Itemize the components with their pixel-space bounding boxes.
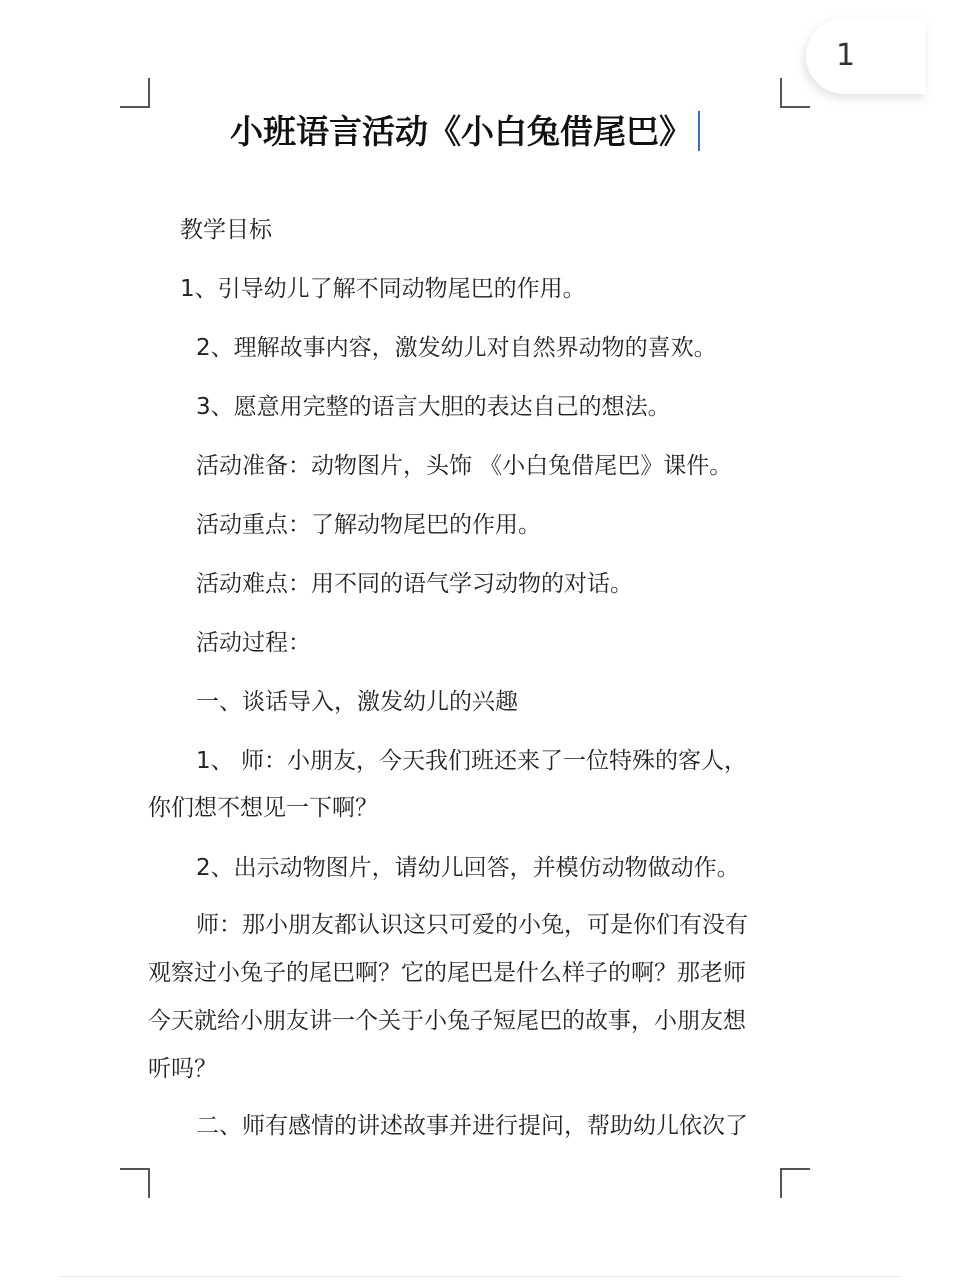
page-number-badge: 1 — [806, 18, 926, 94]
crop-mark-top-left — [120, 78, 150, 108]
activity-key-point: 活动重点：了解动物尾巴的作用。 — [196, 512, 541, 538]
objective-1: 1、引导幼儿了解不同动物尾巴的作用。 — [180, 276, 586, 302]
crop-mark-bottom-left — [120, 1168, 150, 1198]
section-1-heading: 一、谈话导入，激发幼儿的兴趣 — [196, 689, 518, 715]
process-heading: 活动过程： — [196, 630, 311, 656]
teacher-line-4: 听吗？ — [148, 1056, 217, 1082]
document-title[interactable] — [150, 104, 780, 160]
section-2-line-1: 二、师有感情的讲述故事并进行提问，帮助幼儿依次了 — [196, 1113, 748, 1139]
step-1-line-2: 你们想不想见一下啊？ — [148, 795, 378, 821]
crop-mark-bottom-right — [780, 1168, 810, 1198]
page-bottom-divider — [60, 1276, 900, 1277]
objective-2: 2、理解故事内容，激发幼儿对自然界动物的喜欢。 — [196, 335, 717, 361]
step-1-line-1: 1、 师：小朋友，今天我们班还来了一位特殊的客人， — [196, 748, 747, 774]
teacher-line-3: 今天就给小朋友讲一个关于小兔子短尾巴的故事，小朋友想 — [148, 1008, 746, 1034]
step-2: 2、出示动物图片，请幼儿回答，并模仿动物做动作。 — [196, 855, 740, 881]
text-cursor — [698, 111, 700, 151]
activity-difficulty: 活动难点：用不同的语气学习动物的对话。 — [196, 571, 633, 597]
activity-preparation: 活动准备：动物图片，头饰 《小白兔借尾巴》课件。 — [196, 453, 733, 479]
teacher-line-1: 师：那小朋友都认识这只可爱的小兔，可是你们有没有 — [196, 912, 748, 938]
teacher-line-2: 观察过小兔子的尾巴啊？它的尾巴是什么样子的啊？那老师 — [148, 960, 746, 986]
crop-mark-top-right — [780, 78, 810, 108]
objectives-heading: 教学目标 — [180, 217, 272, 243]
objective-3: 3、愿意用完整的语言大胆的表达自己的想法。 — [196, 394, 671, 420]
document-title-text: 小班语言活动《小白兔借尾巴》 — [230, 112, 692, 151]
